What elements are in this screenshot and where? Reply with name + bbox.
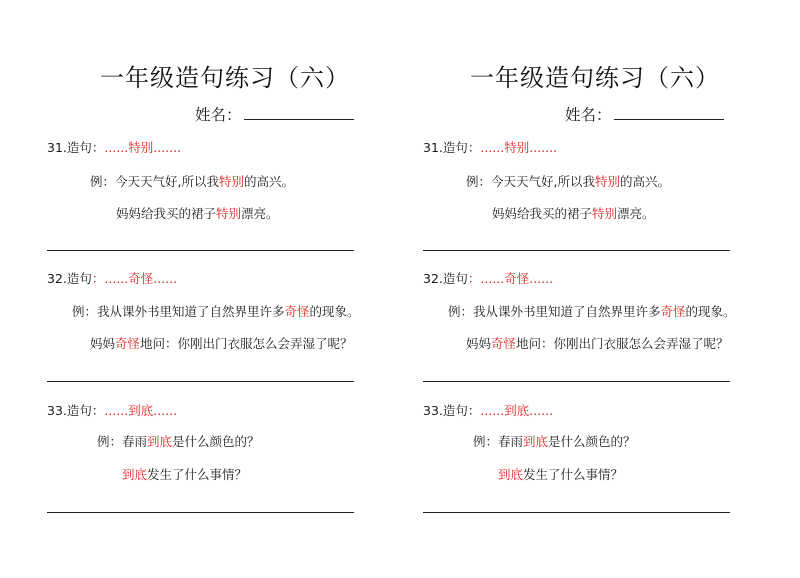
name-field-row [195,103,354,125]
question-number: 31.造句： [423,140,481,155]
question-33-prompt [47,401,177,419]
keyword: 奇怪 [115,336,141,351]
example-text: 漂亮。 [241,206,279,221]
keyword: 特别 [504,140,530,155]
answer-line-32[interactable] [423,381,730,382]
keyword: 到底 [504,403,530,418]
question-33-example-1 [97,432,260,450]
example-text: 地问：你刚出门衣服怎么会弄湿了呢？ [516,336,729,351]
question-31-example-1 [466,172,670,190]
dots: ...... [153,271,178,286]
keyword: 奇怪 [128,271,154,286]
keyword: 特别 [592,206,618,221]
dots: ....... [529,140,558,155]
keyword: 奇怪 [491,336,517,351]
example-text: 发生了什么事情？ [523,467,624,482]
question-31-prompt [47,138,181,156]
question-number: 33.造句： [47,403,105,418]
name-label: 姓名： [195,106,242,124]
dots: ...... [529,403,554,418]
example-text: 的高兴。 [244,174,295,189]
example-text: 例：春雨 [97,434,148,449]
keyword: 特别 [594,174,620,189]
example-text: 是什么颜色的？ [548,434,636,449]
question-number: 32.造句 [423,271,468,286]
keyword: 到底 [122,467,148,482]
example-text: 例：我从课外书里知道了自然界里许多 [448,304,661,319]
worksheet-title: 一年级造句练习（六） [470,64,720,92]
example-text: 妈妈给我买的裙子 [492,206,593,221]
dots: ...... [480,271,505,286]
answer-line-31[interactable] [47,250,354,251]
name-blank-line[interactable] [244,105,354,120]
worksheet-right [376,0,776,578]
keyword: 到底 [523,434,549,449]
example-text: 妈妈给我买的裙子 [116,206,217,221]
question-31-prompt [423,138,557,156]
question-number: 33.造句： [423,403,481,418]
colon: ： [91,271,105,286]
example-text: 例：今天天气好,所以我 [90,174,219,189]
keyword: 到底 [498,467,524,482]
example-text: 是什么颜色的？ [172,434,260,449]
dots: ...... [480,140,505,155]
keyword: 奇怪 [504,271,530,286]
dots: ...... [104,403,129,418]
question-32-prompt [47,269,177,287]
example-text: 的高兴。 [620,174,671,189]
question-31-example-2 [492,204,655,222]
question-32-example-2 [466,334,729,352]
keyword: 到底 [147,434,173,449]
example-text: 妈妈 [466,336,492,351]
name-blank-line[interactable] [614,105,724,120]
dots: ...... [480,403,505,418]
keyword: 到底 [128,403,154,418]
question-number: 32.造句 [47,271,92,286]
dots: ...... [104,140,129,155]
keyword: 特别 [128,140,154,155]
example-text: 例：春雨 [473,434,524,449]
example-text: 发生了什么事情？ [147,467,248,482]
example-text: 的现象。 [685,304,736,319]
question-33-prompt [423,401,553,419]
answer-line-32[interactable] [47,381,354,382]
dots: ...... [153,403,178,418]
question-33-example-2 [498,465,623,483]
colon: ： [467,271,481,286]
question-32-example-1 [448,302,736,320]
question-31-example-1 [90,172,294,190]
question-31-example-2 [116,204,279,222]
example-text: 例：我从课外书里知道了自然界里许多 [72,304,285,319]
example-text: 漂亮。 [617,206,655,221]
question-33-example-1 [473,432,636,450]
question-33-example-2 [122,465,247,483]
example-text: 的现象。 [309,304,360,319]
dots: ...... [104,271,129,286]
question-32-example-1 [72,302,360,320]
dots: ...... [529,271,554,286]
example-text: 妈妈 [90,336,116,351]
question-32-example-2 [90,334,353,352]
dots: ....... [153,140,182,155]
name-field-row [565,103,724,125]
question-32-prompt [423,269,553,287]
name-label: 姓名： [565,106,612,124]
answer-line-33[interactable] [423,512,730,513]
example-text: 例：今天天气好,所以我 [466,174,595,189]
keyword: 特别 [218,174,244,189]
example-text: 地问：你刚出门衣服怎么会弄湿了呢？ [140,336,353,351]
answer-line-33[interactable] [47,512,354,513]
keyword: 奇怪 [660,304,686,319]
answer-line-31[interactable] [423,250,730,251]
keyword: 特别 [216,206,242,221]
keyword: 奇怪 [284,304,310,319]
worksheet-title: 一年级造句练习（六） [100,64,350,92]
question-number: 31.造句： [47,140,105,155]
